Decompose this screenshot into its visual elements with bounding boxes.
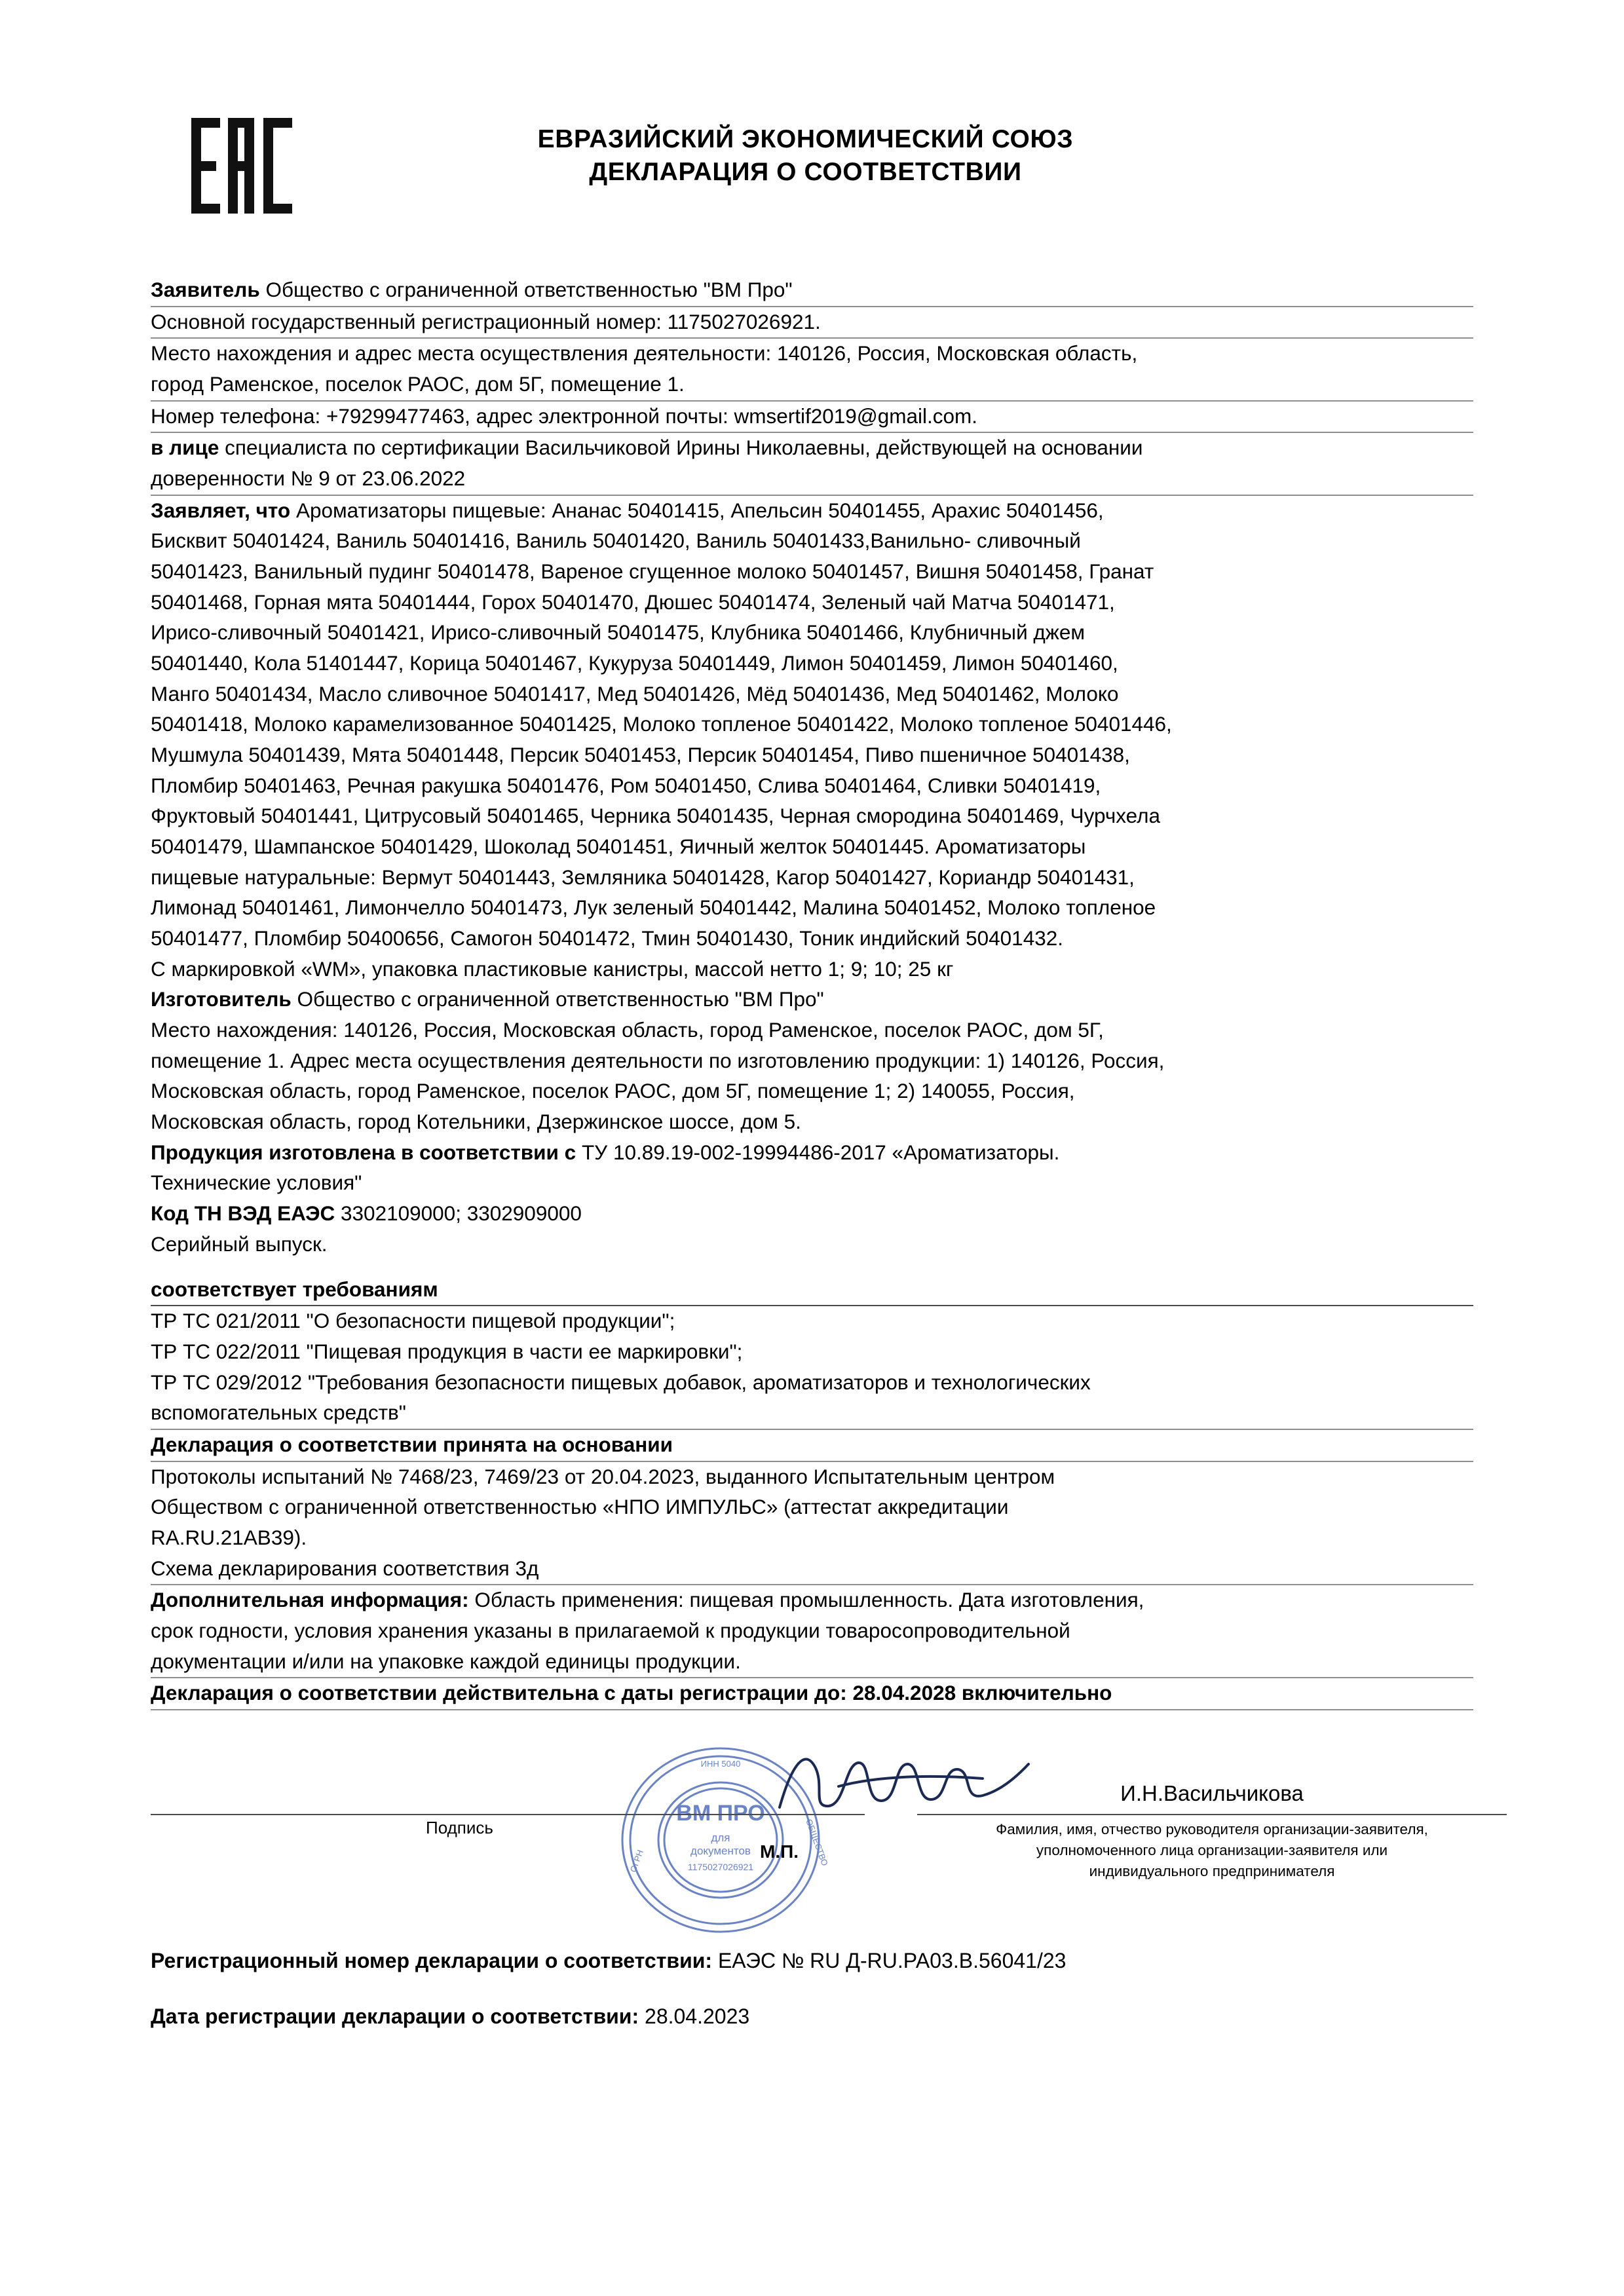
registration-label: Регистрационный номер декларации о соответствии: bbox=[151, 1948, 713, 1972]
declares-line-1: Бисквит 50401424, Ваниль 50401416, Ваниль 50401420, Ваниль 50401433,Ванильно- сливочный bbox=[151, 529, 1081, 553]
additional-line-0: срок годности, условия хранения указаны в прилагаемой к продукции товаросопроводительной bbox=[151, 1618, 1070, 1642]
page-title bbox=[301, 98, 1473, 189]
tnved-value: 3302109000; 3302909000 bbox=[341, 1201, 582, 1226]
declares-line-8: Мушмула 50401439, Мята 50401448, Персик 50401453, Персик 50401454, Пиво пшеничное 50401438, bbox=[151, 743, 1130, 767]
registration-row bbox=[151, 1949, 1473, 1973]
svg-text:ВМ ПРО: ВМ ПРО bbox=[676, 1800, 765, 1826]
declarant-address-2: город Раменское, поселок РАОС, дом 5Г, помещение 1. bbox=[151, 369, 1473, 402]
additional-row bbox=[151, 1585, 1473, 1616]
additional-value: Область применения: пищевая промышленность. Дата изготовления, bbox=[474, 1588, 1144, 1612]
document-body bbox=[151, 275, 1473, 1710]
svg-text:ОГРН: ОГРН bbox=[628, 1848, 645, 1873]
basis-line-0: Протоколы испытаний № 7468/23, 7469/23 от 20.04.2023, выданного Испытательным центром bbox=[151, 1464, 1055, 1488]
series-note: Серийный выпуск. bbox=[151, 1232, 328, 1256]
additional-line-1: документации и/или на упаковке каждой единицы продукции. bbox=[151, 1647, 1473, 1679]
svg-text:1175027026921: 1175027026921 bbox=[687, 1861, 754, 1872]
declares-line-6: Манго 50401434, Масло сливочное 50401417, Мед 50401426, Мёд 50401436, Мед 50401462, Молоко bbox=[151, 681, 1119, 706]
signature-block bbox=[151, 1716, 1473, 1932]
declares-row bbox=[151, 496, 1473, 527]
title-line-2: ДЕКЛАРАЦИЯ О СООТВЕТСТВИИ bbox=[589, 157, 1022, 186]
declares-line-3: 50401468, Горная мята 50401444, Горох 50401470, Дюшес 50401474, Зеленый чай Матча 50401471, bbox=[151, 590, 1115, 614]
declarant-row bbox=[151, 275, 1473, 307]
declares-line-4: Ирисо-сливочный 50401421, Ирисо-сливочный 50401475, Клубника 50401466, Клубничный джем bbox=[151, 620, 1086, 645]
declares-line-5: 50401440, Кола 51401447, Корица 50401467, Кукуруза 50401449, Лимон 50401459, Лимон 50401460, bbox=[151, 651, 1118, 675]
declares-line-2: 50401423, Ванильный пудинг 50401478, Вареное сгущенное молоко 50401457, Вишня 50401458, Гранат bbox=[151, 559, 1154, 584]
representative-label: в лице bbox=[151, 436, 219, 460]
manufacturer-line-2: Московская область, город Раменское, поселок РАОС, дом 5Г, помещение 1; 2) 140055, Россия, bbox=[151, 1079, 1075, 1103]
svg-text:ОБЩЕСТВО: ОБЩЕСТВО bbox=[804, 1817, 830, 1868]
basis-line-2: RA.RU.21AB39). bbox=[151, 1525, 307, 1549]
validity-label: Декларация о соответствии действительна с даты регистрации до: bbox=[151, 1681, 847, 1705]
production-value-2: Технические условия" bbox=[151, 1171, 362, 1195]
declares-line-14: 50401477, Пломбир 50400656, Самогон 50401472, Тмин 50401430, Тоник индийский 50401432. bbox=[151, 926, 1063, 950]
declares-line-13: Лимонад 50401461, Лимончелло 50401473, Лук зеленый 50401442, Малина 50401452, Молоко топленое bbox=[151, 895, 1156, 920]
production-row bbox=[151, 1138, 1473, 1169]
declares-line-0: Ароматизаторы пищевые: Ананас 50401415, Апельсин 50401455, Арахис 50401456, bbox=[295, 498, 1104, 522]
declarant-address-1: Место нахождения и адрес места осуществления деятельности: 140126, Россия, Московская область, bbox=[151, 341, 1138, 366]
tnved-label: Код ТН ВЭД ЕАЭС bbox=[151, 1201, 335, 1226]
validity-row bbox=[151, 1678, 1473, 1710]
production-value: ТУ 10.89.19-002-19994486-2017 «Ароматизаторы. bbox=[581, 1140, 1060, 1164]
registration-value: ЕАЭС № RU Д-RU.РА03.В.56041/23 bbox=[717, 1948, 1067, 1972]
production-label: Продукция изготовлена в соответствии с bbox=[151, 1140, 576, 1164]
conformity-item-1: ТР ТС 022/2011 "Пищевая продукция в части ее маркировки"; bbox=[151, 1339, 743, 1363]
declarant-label: Заявитель bbox=[151, 278, 260, 301]
manufacturer-line-1: помещение 1. Адрес места осуществления деятельности по изготовлению продукции: 1) 140126, Россия, bbox=[151, 1048, 1165, 1072]
manufacturer-line-0: Место нахождения: 140126, Россия, Московская область, город Раменское, поселок РАОС, дом 5Г, bbox=[151, 1018, 1104, 1042]
signature-line-left bbox=[151, 1814, 865, 1815]
declarant-contacts: Номер телефона: +79299477463, адрес электронной почты: wmsertif2019@gmail.com. bbox=[151, 402, 1473, 434]
conformity-label bbox=[151, 1275, 1473, 1307]
signature-caption: Подпись bbox=[426, 1817, 493, 1837]
declares-marking: С маркировкой «WM», упаковка пластиковые канистры, массой нетто 1; 9; 10; 25 кг bbox=[151, 956, 954, 981]
declares-label: Заявляет, что bbox=[151, 498, 291, 522]
basis-label bbox=[151, 1430, 1473, 1462]
signatory-note bbox=[917, 1819, 1507, 1882]
manufacturer-value: Общество с ограниченной ответственностью "ВМ Про" bbox=[297, 987, 824, 1011]
declares-line-7: 50401418, Молоко карамелизованное 50401425, Молоко топленое 50401422, Молоко топленое 50401446, bbox=[151, 712, 1172, 736]
validity-value: 28.04.2028 включительно bbox=[852, 1681, 1112, 1705]
svg-text:документов: документов bbox=[690, 1844, 751, 1857]
declares-line-10: Фруктовый 50401441, Цитрусовый 50401465, Черника 50401435, Черная смородина 50401469, Чурчхела bbox=[151, 804, 1160, 828]
registration-date-label: Дата регистрации декларации о соответствии: bbox=[151, 2004, 639, 2028]
document-header bbox=[151, 98, 1473, 262]
signatory-name: И.Н.Васильчикова bbox=[1120, 1780, 1304, 1805]
declares-line-12: пищевые натуральные: Вермут 50401443, Земляника 50401428, Кагор 50401427, Кориандр 50401431, bbox=[151, 865, 1135, 889]
representative-row bbox=[151, 433, 1473, 464]
manufacturer-line-3: Московская область, город Котельники, Дзержинское шоссе, дом 5. bbox=[151, 1110, 801, 1134]
registration-date-value: 28.04.2023 bbox=[645, 2004, 750, 2028]
manufacturer-row bbox=[151, 985, 1473, 1015]
declares-line-11: 50401479, Шампанское 50401429, Шоколад 50401451, Яичный желток 50401445. Ароматизаторы bbox=[151, 835, 1086, 859]
signature-line-right bbox=[917, 1814, 1507, 1815]
conformity-item-0: ТР ТС 021/2011 "О безопасности пищевой продукции"; bbox=[151, 1309, 675, 1333]
title-line-1: ЕВРАЗИЙСКИЙ ЭКОНОМИЧЕСКИЙ СОЮЗ bbox=[537, 125, 1074, 153]
representative-value: специалиста по сертификации Васильчиковой Ирины Николаевны, действующей на основании bbox=[225, 436, 1143, 460]
conformity-item-3: вспомогательных средств" bbox=[151, 1398, 1473, 1430]
declarant-value: Общество с ограниченной ответственностью "ВМ Про" bbox=[265, 278, 793, 301]
spacer bbox=[151, 1260, 1473, 1275]
manufacturer-label: Изготовитель bbox=[151, 987, 292, 1011]
representative-power: доверенности № 9 от 23.06.2022 bbox=[151, 464, 1473, 496]
svg-text:ИНН 5040: ИНН 5040 bbox=[700, 1758, 741, 1769]
signatory-note-line-1: Фамилия, имя, отчество руководителя организации-заявителя, bbox=[996, 1820, 1428, 1837]
svg-text:для: для bbox=[711, 1831, 730, 1844]
round-stamp bbox=[609, 1742, 832, 1938]
basis-label-text: Декларация о соответствии принята на основании bbox=[151, 1432, 673, 1456]
signatory-note-line-2: уполномоченного лица организации-заявителя или bbox=[1036, 1841, 1388, 1858]
basis-scheme: Схема декларирования соответствия 3д bbox=[151, 1554, 1473, 1586]
conformity-label-text: соответствует требованиям bbox=[151, 1277, 438, 1301]
signatory-note-line-3: индивидуального предпринимателя bbox=[1089, 1862, 1335, 1879]
stamp-place-label: М.П. bbox=[760, 1841, 799, 1862]
eac-mark-icon bbox=[151, 98, 301, 215]
registration-date-row bbox=[151, 2004, 1473, 2029]
declarant-ogrn: Основной государственный регистрационный номер: 1175027026921. bbox=[151, 307, 1473, 339]
basis-line-1: Обществом с ограниченной ответственностью «НПО ИМПУЛЬС» (аттестат аккредитации bbox=[151, 1495, 1009, 1519]
conformity-item-2: ТР ТС 029/2012 "Требования безопасности пищевых добавок, ароматизаторов и технологических bbox=[151, 1370, 1091, 1394]
declares-line-9: Пломбир 50401463, Речная ракушка 50401476, Ром 50401450, Слива 50401464, Сливки 50401419, bbox=[151, 773, 1101, 797]
tnved-row bbox=[151, 1199, 1473, 1230]
additional-label: Дополнительная информация: bbox=[151, 1588, 469, 1612]
